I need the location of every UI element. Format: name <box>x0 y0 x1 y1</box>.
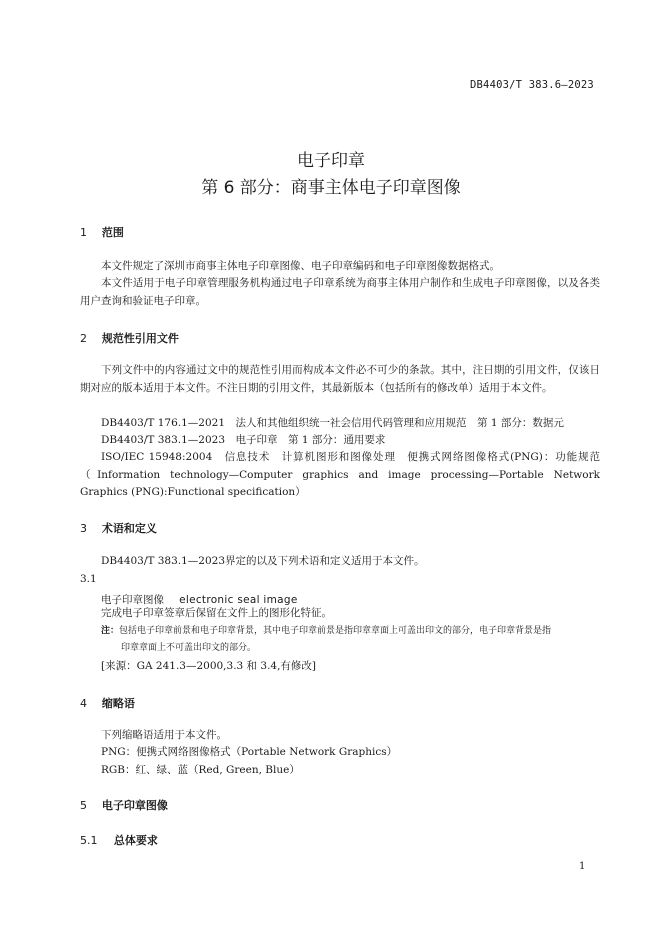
abbreviation-rgb: RGB：红、绿、蓝（Red, Green, Blue） <box>101 764 300 776</box>
section-title: 总体要求 <box>113 834 158 847</box>
scope-paragraph-2: 本文件适用于电子印章管理服务机构通过电子印章系统为商事主体用户制作和生成电子印章图像，以及各类用户查询和验证电子印章。 <box>80 277 600 307</box>
section-title: 术语和定义 <box>101 522 157 535</box>
page-number: 1 <box>579 861 586 872</box>
section-number: 5 <box>80 799 87 812</box>
scope-paragraph: 本文件规定了深圳市商事主体电子印章图像、电子印章编码和电子印章图像数据格式。 <box>101 260 500 272</box>
abbreviations-intro: 下列缩略语适用于本文件。 <box>101 729 227 741</box>
term-note <box>101 623 551 640</box>
section-number: 1 <box>80 226 87 239</box>
term-english: electronic seal image <box>179 594 298 606</box>
reference-item: DB4403/T 176.1—2021 法人和其他组织统一社会信用代码管理和应用规范 第 1 部分：数据元 <box>101 417 564 429</box>
section-5-heading <box>80 797 168 813</box>
normative-intro: 下列文件中的内容通过文中的规范性引用而构成本文件必不可少的条款。其中，注日期的引用文件，仅该日期对应的版本适用于本文件。不注日期的引用文件，其最新版本（包括所有的修改单）适用于本文件。 <box>80 364 600 394</box>
section-4-heading <box>80 695 135 711</box>
document-number: DB4403/T 383.6—2023 <box>470 79 594 91</box>
term-note-continued: 印章章面上不可盖出印文的部分。 <box>121 643 257 653</box>
section-number: 5.1 <box>80 834 98 847</box>
section-title: 规范性引用文件 <box>101 332 179 345</box>
abbreviation-png: PNG：便携式网络图像格式（Portable Network Graphics） <box>101 746 398 758</box>
section-number: 4 <box>80 697 87 710</box>
term-number: 3.1 <box>80 573 97 585</box>
term-definition: 完成电子印章签章后保留在文件上的图形化特征。 <box>101 607 332 619</box>
note-text: 包括电子印章前景和电子印章背景，其中电子印章前景是指印章章面上可盖出印文的部分，电子印章背景是指 <box>119 626 552 636</box>
section-title: 缩略语 <box>101 697 135 710</box>
term-source: [来源：GA 241.3—2000,3.3 和 3.4,有修改] <box>101 660 317 672</box>
section-5-1-heading <box>80 832 158 848</box>
document-title: 电子印章 <box>297 151 365 171</box>
section-1-heading <box>80 224 124 240</box>
section-number: 3 <box>80 522 87 535</box>
note-label: 注： <box>101 626 120 636</box>
reference-item: ISO/IEC 15948:2004 信息技术 计算机图形和图像处理 便携式网络图像格式(PNG)：功能规范（Information technology—Computer graphics and image processing—Portable Network Graphics (PNG):Functional specification） <box>80 451 600 498</box>
section-title: 范围 <box>101 226 124 239</box>
document-subtitle: 第 6 部分：商事主体电子印章图像 <box>201 178 461 198</box>
term-chinese: 电子印章图像 <box>101 594 164 606</box>
section-3-heading <box>80 520 157 536</box>
section-2-heading <box>80 330 179 346</box>
terms-intro: DB4403/T 383.1—2023界定的以及下列术语和定义适用于本文件。 <box>101 555 425 567</box>
reference-item: DB4403/T 383.1—2023 电子印章 第 1 部分：通用要求 <box>101 434 386 446</box>
section-title: 电子印章图像 <box>101 799 168 812</box>
section-number: 2 <box>80 332 87 345</box>
